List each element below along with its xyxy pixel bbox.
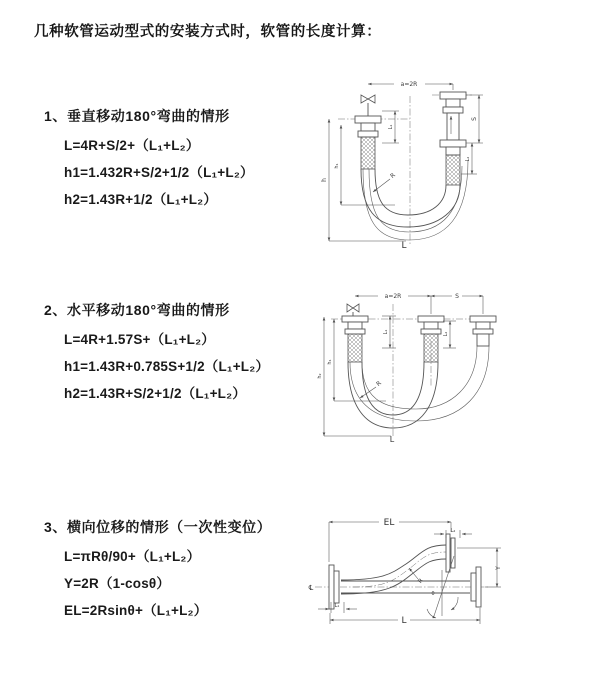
formula-line: EL=2Rsinθ+（L₁+L₂）	[64, 603, 208, 618]
radius-label: R	[416, 577, 425, 585]
dimension-s	[466, 95, 483, 143]
dimension-l1	[382, 316, 396, 348]
length-label: L	[401, 241, 407, 251]
section-heading: 3、横向位移的情形（一次性变位）	[44, 519, 272, 535]
section-heading: 2、水平移动180°弯曲的情形	[44, 302, 230, 318]
page-title: 几种软管运动型式的安装方式时，软管的长度计算：	[34, 24, 382, 40]
formula-line: L=4R+1.57S+（L₁+L₂）	[64, 332, 215, 347]
dim-label-l2: L₂	[465, 156, 471, 162]
formula-line: h2=1.43R+S/2+1/2（L₁+L₂）	[64, 386, 247, 401]
dimension-l2	[434, 528, 472, 538]
middle-pipe-fitting	[418, 316, 444, 362]
dimension-l1	[382, 111, 399, 143]
dim-label-h1: h₁	[327, 359, 333, 365]
dim-label-h1: h₁	[334, 163, 340, 169]
formula-line: h1=1.43R+0.785S+1/2（L₁+L₂）	[64, 359, 270, 374]
right-flange	[471, 567, 481, 607]
dim-label-l1: L₁	[388, 124, 394, 130]
left-pipe-fitting	[342, 304, 368, 362]
right-pipe-fitting	[470, 316, 496, 346]
curved-hose	[341, 545, 446, 594]
formula-line: L=4R+S/2+（L₁+L₂）	[64, 138, 200, 153]
dim-label-h2: h₂	[317, 373, 323, 379]
left-pipe-fitting	[355, 95, 381, 169]
formula-line: L=πRθ/90+（L₁+L₂）	[64, 549, 201, 564]
section-heading: 1、垂直移动180°弯曲的情形	[44, 108, 230, 124]
radius-leader	[373, 172, 397, 192]
dim-label-s: S	[471, 117, 478, 121]
dim-label-l2: L₂	[443, 331, 449, 337]
dim-label-a2r: a=2R	[384, 293, 402, 300]
dimension-y	[485, 548, 502, 587]
length-label: L	[389, 435, 395, 444]
dim-label-y: Y	[495, 566, 502, 570]
dimension-a2r	[368, 79, 453, 90]
formula-line: Y=2R（1-cosθ）	[64, 576, 171, 591]
dim-label-a2r: a=2R	[400, 81, 418, 88]
dimension-el	[329, 516, 451, 562]
diagram-vertical-180-bend	[320, 76, 490, 251]
radius-label: R	[375, 379, 383, 388]
dim-label-el: EL	[383, 518, 395, 528]
dim-label-l1: L₁	[334, 603, 340, 609]
dimension-l2	[443, 321, 456, 348]
hose-curves	[348, 346, 489, 428]
dimension-s	[431, 291, 483, 314]
diagram-horizontal-180-bend	[316, 286, 491, 451]
centerline-symbol: ℄	[308, 584, 314, 592]
upper-flange	[446, 534, 501, 572]
formula-line: h1=1.432R+S/2+1/2（L₁+L₂）	[64, 165, 254, 180]
dimension-l2	[461, 143, 477, 174]
radius-label: R	[389, 171, 397, 180]
diagram-lateral-displacement	[303, 512, 508, 632]
dim-label-s: S	[455, 293, 459, 300]
dim-label-h: h	[321, 178, 328, 182]
angle-label: θ	[431, 591, 435, 597]
dimension-l1	[318, 602, 357, 613]
length-label: L	[401, 616, 407, 626]
dim-label-l1: L₁	[383, 329, 389, 335]
formula-line: h2=1.43R+1/2（L₁+L₂）	[64, 192, 218, 207]
dim-label-l2: L₂	[450, 528, 456, 534]
dimension-l	[330, 608, 480, 626]
